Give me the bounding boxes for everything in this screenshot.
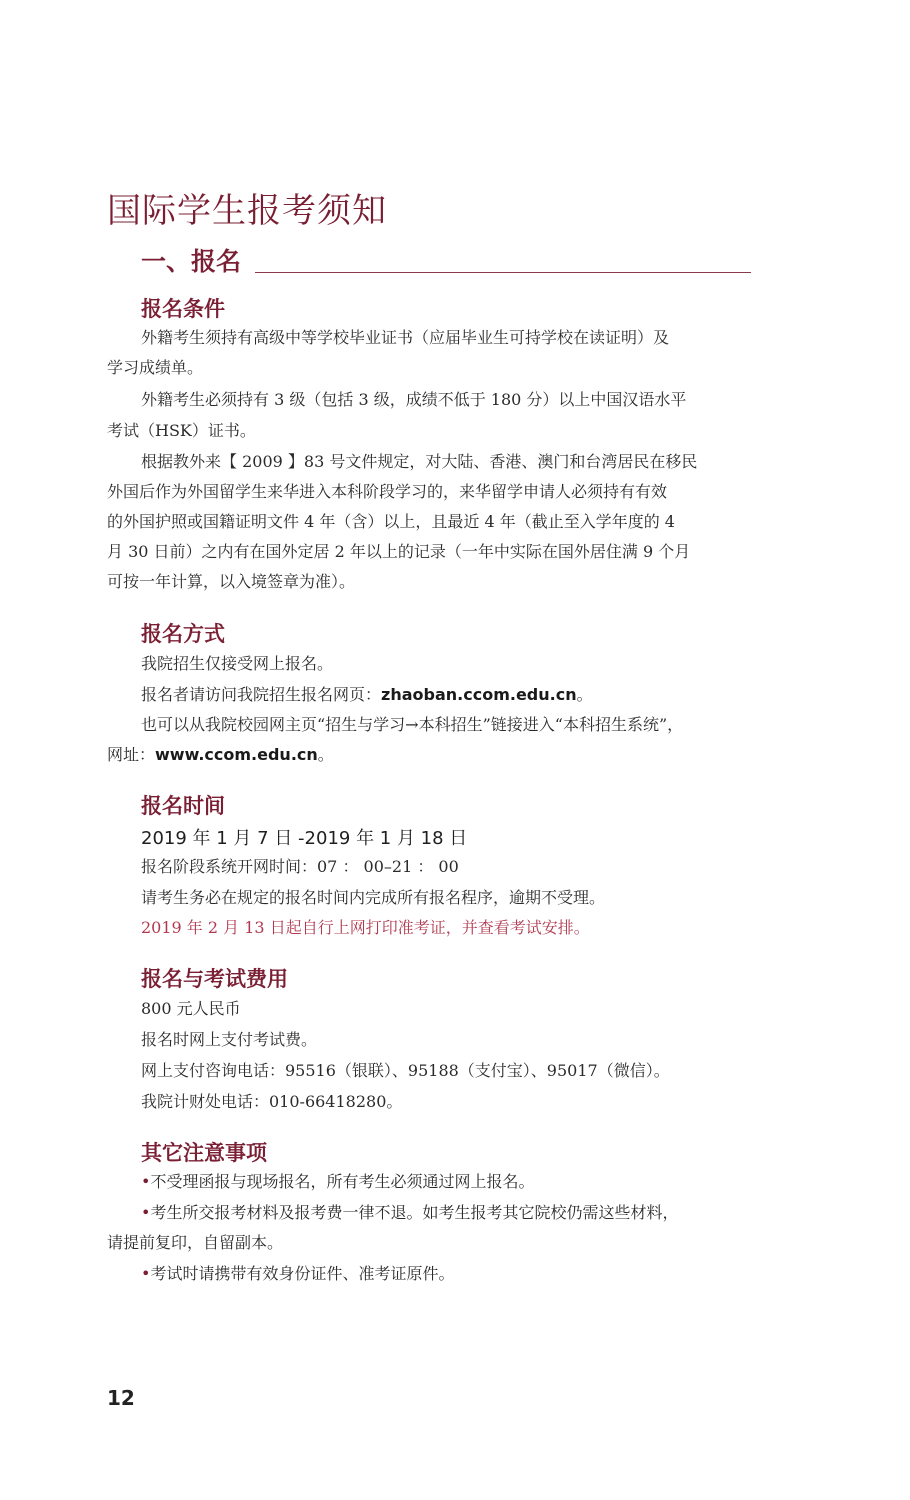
method-line-prefix: 报名者请访问我院招生报名网页： <box>141 685 382 704</box>
method-line <box>141 685 593 705</box>
note-text: 考生所交报考材料及报考费一律不退。如考生报考其它院校仍需这些材料， <box>150 1203 679 1222</box>
conditions-line: 学习成绩单。 <box>107 358 204 377</box>
note-item <box>141 1172 534 1192</box>
method-line-prefix: 网址： <box>107 745 156 764</box>
note-text-continued: 请提前复印，自留副本。 <box>107 1233 284 1252</box>
bullet-icon: • <box>141 1203 151 1222</box>
section-title: 一、报名 <box>141 247 242 276</box>
conditions-line: 的外国护照或国籍证明文件 4 年（含）以上，且最近 4 年（截止至入学年度的 4 <box>107 512 675 531</box>
time-line: 请考生务必在规定的报名时间内完成所有报名程序，逾期不受理。 <box>141 888 606 907</box>
fees-heading: 报名与考试费用 <box>141 967 288 991</box>
method-heading: 报名方式 <box>141 622 225 646</box>
page-title: 国际学生报考须知 <box>107 191 387 231</box>
note-text: 不受理函报与现场报名，所有考生必须通过网上报名。 <box>150 1172 535 1191</box>
conditions-line: 月 30 日前）之内有在国外定居 2 年以上的记录（一年中实际在国外居住满 9 个月 <box>107 542 691 561</box>
method-line: 我院招生仅接受网上报名。 <box>141 654 334 673</box>
time-heading: 报名时间 <box>141 794 225 818</box>
notes-heading: 其它注意事项 <box>141 1141 267 1165</box>
signup-site-link[interactable]: zhaoban.ccom.edu.cn <box>381 685 577 704</box>
method-line-suffix: 。 <box>576 685 593 704</box>
conditions-line: 可按一年计算，以入境签章为准）。 <box>107 572 356 591</box>
method-line <box>107 745 334 765</box>
note-text: 考试时请携带有效身份证件、准考证原件。 <box>150 1264 455 1283</box>
fees-line: 800 元人民币 <box>141 999 241 1018</box>
method-line: 也可以从我院校园网主页“招生与学习→本科招生”链接进入“本科招生系统”， <box>141 715 684 734</box>
section-header <box>141 242 751 282</box>
admission-ticket-notice: 2019 年 2 月 13 日起自行上网打印准考证，并查看考试安排。 <box>141 918 590 937</box>
conditions-line: 根据教外来【 2009 】83 号文件规定，对大陆、香港、澳门和台湾居民在移民 <box>141 452 698 471</box>
fees-line: 报名时网上支付考试费。 <box>141 1030 318 1049</box>
conditions-heading: 报名条件 <box>141 297 225 321</box>
fees-line: 网上支付咨询电话：95516（银联）、95188（支付宝）、95017（微信）。 <box>141 1061 670 1080</box>
conditions-line: 考试（HSK）证书。 <box>107 421 256 440</box>
section-rule <box>255 272 751 273</box>
page-number: 12 <box>107 1386 135 1410</box>
bullet-icon: • <box>141 1172 151 1191</box>
bullet-icon: • <box>141 1264 151 1283</box>
homepage-link[interactable]: www.ccom.edu.cn <box>155 745 318 764</box>
fees-line: 我院计财处电话：010-66418280。 <box>141 1092 403 1111</box>
note-item <box>141 1264 454 1284</box>
date-range: 2019 年 1 月 7 日 -2019 年 1 月 18 日 <box>141 828 468 849</box>
conditions-line: 外国后作为外国留学生来华进入本科阶段学习的，来华留学申请人必须持有有效 <box>107 482 668 501</box>
conditions-line: 外籍考生必须持有 3 级（包括 3 级，成绩不低于 180 分）以上中国汉语水平 <box>141 390 687 409</box>
conditions-line: 外籍考生须持有高级中等学校毕业证书（应届毕业生可持学校在读证明）及 <box>141 328 670 347</box>
note-item <box>141 1203 678 1223</box>
time-line: 报名阶段系统开网时间：07 ： 00–21 ： 00 <box>141 857 459 876</box>
method-line-suffix: 。 <box>317 745 334 764</box>
